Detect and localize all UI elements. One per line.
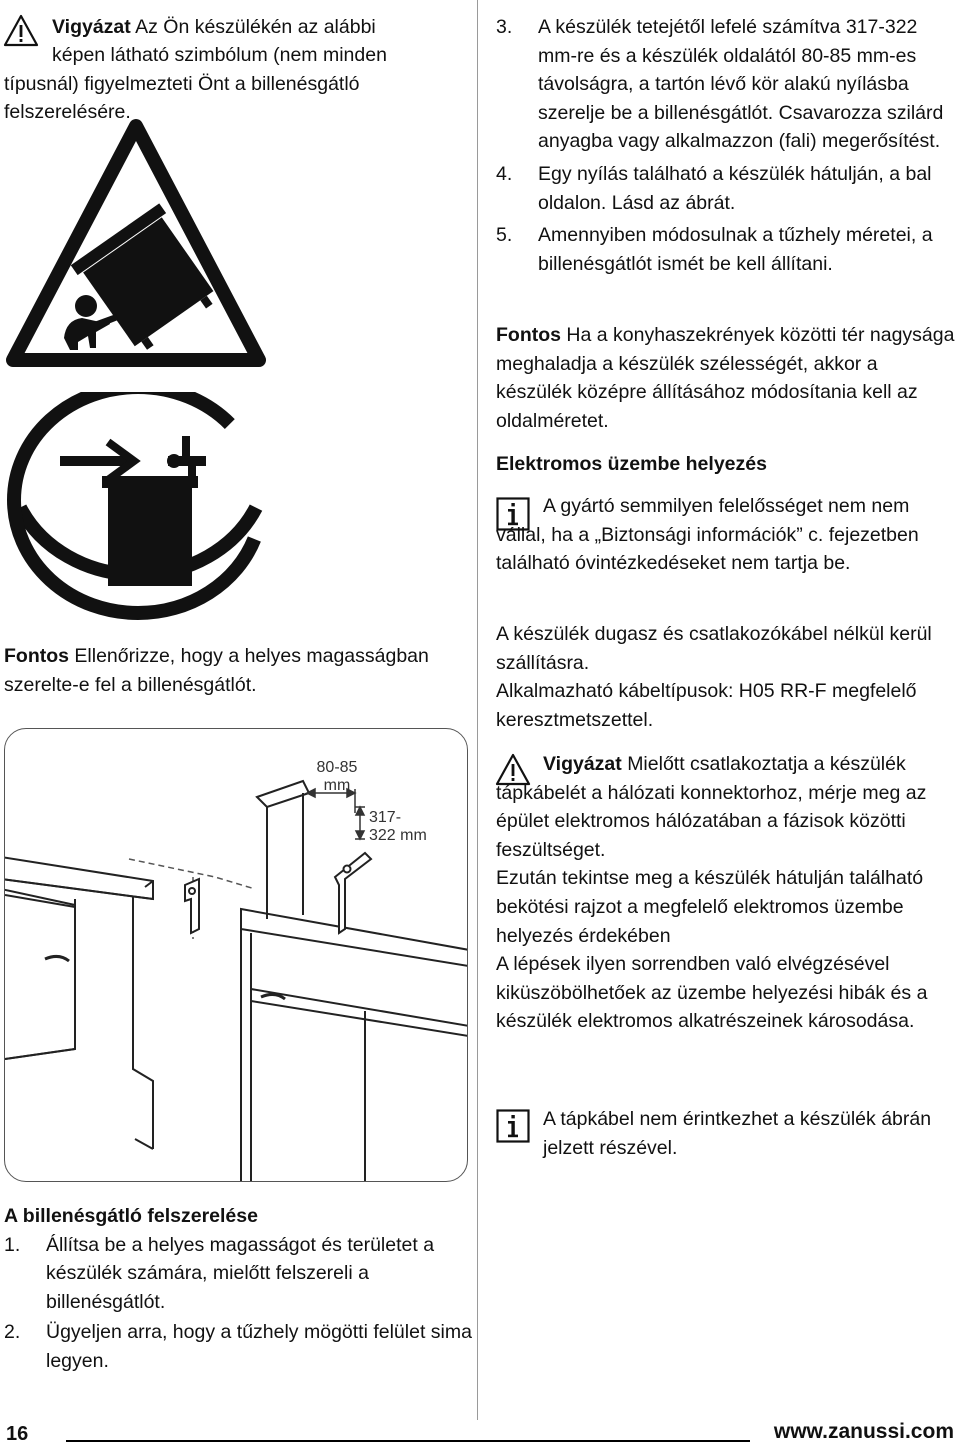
dim-side-label bbox=[312, 759, 362, 795]
electric-info-2 bbox=[543, 1105, 957, 1162]
electric-heading-text: Elektromos üzembe helyezés bbox=[496, 453, 767, 475]
step-text: Ügyeljen arra, hogy a tűzhely mögötti felület sima legyen. bbox=[46, 1321, 472, 1372]
electric-warning-label: Vigyázat bbox=[543, 753, 622, 775]
fontos-left-label: Fontos bbox=[4, 645, 69, 667]
cabinet-drawing bbox=[5, 729, 467, 1181]
dim-top-line2: 322 mm bbox=[369, 827, 427, 844]
step-number: 5. bbox=[496, 224, 513, 247]
tipping-warning-symbol bbox=[4, 110, 268, 370]
install-step-4 bbox=[496, 160, 958, 217]
electric-info-1 bbox=[496, 492, 958, 578]
install-step-2 bbox=[4, 1318, 474, 1375]
page-number: 16 bbox=[6, 1423, 29, 1445]
step-text: Egy nyílás található a készülék hátulján, a bal oldalon. Lásd az ábrát. bbox=[538, 162, 932, 214]
footer-rule bbox=[66, 1440, 750, 1442]
warning-top-label: Vigyázat bbox=[52, 16, 131, 38]
fontos-left bbox=[4, 642, 474, 699]
install-step-5 bbox=[496, 221, 958, 278]
dim-side-line1: 80-85 bbox=[316, 759, 358, 776]
electric-paragraphs-1 bbox=[496, 620, 958, 734]
dim-top-label bbox=[369, 809, 459, 845]
step-number: 4. bbox=[496, 162, 513, 185]
electric-para-4: A lépések ilyen sorrendben való elvégzésével kiküszöbölhetőek az üzembe helyezési hibák és a készülék elektromos alkatrészeinek károsodása. bbox=[496, 953, 928, 1033]
warning-top-text-first: Az Ön készülékén az alábbi bbox=[135, 16, 376, 38]
step-text: A készülék tetejétől lefelé számítva 317-322 mm-re és a készülék oldalától 80-85 mm-es távolságra, a tartón lévő kör alakú nyílásba szerelje be a billenésgátlót. Csavarozza szilárd anyagba vagy alkalmazzon (fali) megerősítést. bbox=[538, 16, 944, 153]
install-step-1 bbox=[4, 1231, 474, 1317]
step-number: 1. bbox=[4, 1233, 21, 1256]
warning-top-text: képen látható szimbólum (nem minden típusnál) figyelmezteti Önt a billenésgátló felszerelésére. bbox=[4, 44, 387, 124]
install-steps-right bbox=[496, 13, 958, 278]
fontos-right-text: Ha a konyhaszekrények közötti tér nagysága meghaladja a készülék szélességét, akkor a készülék középre állításához módosítania kell az oldalméretet. bbox=[496, 324, 955, 432]
dim-side-line2: mm bbox=[323, 777, 351, 794]
electric-para-3: Ezután tekintse meg a készülék hátulján található bekötési rajzot a megfelelő elektromos üzembe helyezés érdekében bbox=[496, 867, 924, 947]
install-section-right bbox=[496, 13, 958, 278]
fontos-right-label: Fontos bbox=[496, 324, 561, 346]
step-text: Állítsa be a helyes magasságot és területet a készülék számára, mielőtt felszereli a billenésgátlót. bbox=[46, 1233, 435, 1313]
step-number: 3. bbox=[496, 16, 513, 38]
fontos-left-text: Ellenőrizze, hogy a helyes magasságban szerelte-e fel a billenésgátlót. bbox=[4, 645, 429, 696]
step-number: 2. bbox=[4, 1321, 21, 1344]
electric-warning-text: Mielőtt csatlakoztatja a készülék tápkábelét a hálózati konnektorhoz, mérje meg az épület elektromos hálózatában a fázisok közötti feszültséget. bbox=[496, 753, 927, 861]
dim-top-line1: 317- bbox=[369, 809, 402, 826]
electric-heading bbox=[496, 450, 958, 479]
bracket-diagram bbox=[4, 728, 468, 1182]
electric-warning bbox=[496, 750, 958, 1036]
electric-info-1-text: A gyártó semmilyen felelősséget nem nem vállal, ha a „Biztonsági információk” c. fejezetben található óvintézkedéseket nem tartja be. bbox=[496, 495, 919, 575]
column-divider bbox=[477, 0, 478, 1420]
install-section-left bbox=[4, 1202, 474, 1376]
electric-para-1: A készülék dugasz és csatlakozókábel nélkül kerül szállításra. bbox=[496, 623, 932, 674]
fontos-right bbox=[496, 321, 958, 435]
warning-top bbox=[52, 13, 472, 42]
install-steps-left bbox=[4, 1231, 474, 1376]
anti-tilt-symbol bbox=[4, 392, 272, 626]
electric-info-2-text: A tápkábel nem érintkezhet a készülék ábrán jelzett részével. bbox=[543, 1108, 932, 1159]
install-heading: A billenésgátló felszerelése bbox=[4, 1205, 258, 1227]
install-step-3 bbox=[496, 13, 958, 156]
info-icon bbox=[496, 1109, 530, 1143]
website-link[interactable]: www.zanussi.com bbox=[773, 1420, 954, 1443]
electric-para-2: Alkalmazható kábeltípusok: H05 RR-F megfelelő keresztmetszettel. bbox=[496, 680, 917, 731]
step-text: Amennyiben módosulnak a tűzhely méretei, a billenésgátlót ismét be kell állítani. bbox=[538, 224, 933, 275]
